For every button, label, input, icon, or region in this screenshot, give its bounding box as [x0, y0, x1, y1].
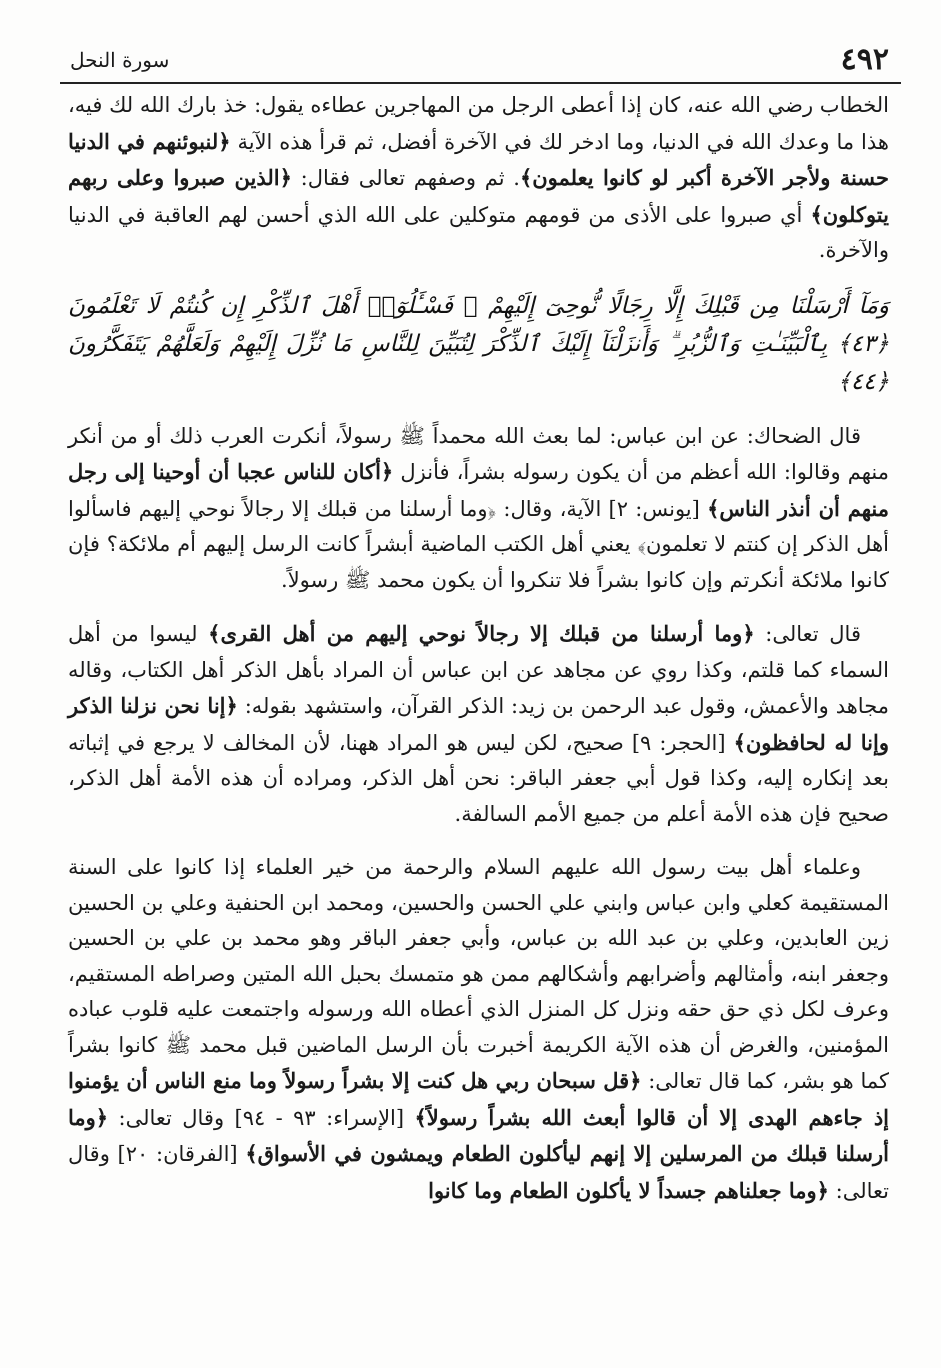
page-number: ٤٩٢ — [840, 42, 889, 77]
text-run: أي صبروا على الأذى من قومهم متوكلين على الله الذي أحسن لهم العاقبة في الدنيا والآخرة. — [68, 202, 889, 262]
text-run: [يونس: ٢] الآية، وقال: ﴿وما أرسلنا من قبلك إلا رجالاً نوحي إليهم فاسألوا أهل الذكر إن كنتم لا تعلمون﴾ يعني أهل الكتب الماضية أبشراً كانت الرسل إليهم أم ملائكة؟ فإن كانوا ملائكة أنكرتم وإن كانوا بشراً فلا تنكروا أن يكون محمد ﷺ رسولاً. — [68, 496, 889, 592]
paragraph — [68, 88, 889, 269]
text-run: [الإسراء: ٩٣ - ٩٤] وقال تعالى: — [108, 1105, 415, 1130]
paragraph — [68, 419, 889, 599]
quran-quote: ﴿أكان للناس عجبا أن أوحينا إلى رجل منهم أن أنذر الناس﴾ — [68, 459, 890, 521]
quran-quote: ﴿قل سبحان ربي هل كنت إلا بشراً رسولاً وما منع الناس أن يؤمنوا إذ جاءهم الهدى إلا أن قالوا أبعث الله بشراً رسولاً﴾ — [68, 1068, 890, 1130]
paragraph — [68, 616, 889, 832]
text-run: [الفرقان: ٢٠] وقال تعالى: — [68, 1142, 889, 1203]
quran-quote: ﴿وما أرسلنا من قبلك إلا رجالاً نوحي إليهم من أهل القرى﴾ — [208, 621, 755, 646]
text-run: ليسوا من أهل السماء كما قلتم، وكذا روي عن مجاهد عن ابن عباس أن المراد بأهل الذكر أهل الكتاب، وقاله مجاهد والأعمش، وقول عبد الرحمن بن زيد: الذكر القرآن، واستشهد بقوله: — [68, 622, 889, 718]
quran-verse — [68, 287, 889, 401]
verse-text: وَمَآ أَرْسَلْنَا مِن قَبْلِكَ إِلَّا رِجَالًا نُّوحِىٓ إِلَيْهِمْ ۚ فَسْـَٔلُوٓا۟ أَهْلَ ٱلذِّكْرِ إِن كُنتُمْ لَا تَعْلَمُونَ ﴿٤٣﴾ بِٱلْبَيِّنَـٰتِ وَٱلزُّبُرِ ۗ وَأَنزَلْنَآ إِلَيْكَ ٱلذِّكْرَ لِتُبَيِّنَ لِلنَّاسِ مَا نُزِّلَ إِلَيْهِمْ وَلَعَلَّهُمْ يَتَفَكَّرُونَ ﴿٤٤﴾ — [68, 292, 889, 395]
text-run: وعلماء أهل بيت رسول الله عليهم السلام والرحمة من خير العلماء إذا كانوا على السنة المستقيمة كعلي وابن عباس وابني علي الحسن والحسين، ومحمد ابن الحنفية وعلي بن الحسين زين العابدين، وعلي بن عبد الله بن عباس، وأبي جعفر الباقر وهو محمد بن علي بن الحسين وجعفر ابنه، وأمثالهم وأضرابهم وأشكالهم ممن هو متمسك بحبل الله المتين وصراطه المستقيم، وعرف لكل ذي حق حقه ونزل كل المنزل الذي أعطاه الله ورسوله واجتمعت عليه قلوب عباده المؤمنين، والغرض أن هذه الآية الكريمة أخبرت بأن الرسل الماضين قبل محمد ﷺ كانوا بشراً كما هو بشر، كما قال تعالى: — [68, 855, 889, 1093]
quran-quote: ﴿الذين صبروا وعلى ربهم يتوكلون﴾ — [68, 165, 889, 227]
quran-quote: ﴿إنا نحن نزلنا الذكر وإنا له لحافظون﴾ — [68, 693, 889, 755]
quran-quote: ﴿وما جعلناهم جسداً لا يأكلون الطعام وما كانوا — [428, 1177, 829, 1203]
paragraph — [68, 850, 889, 1209]
quran-quote: ﴿لنبوئنهم في الدنيا حسنة ولأجر الآخرة أكبر لو كانوا يعلمون﴾ — [68, 128, 890, 190]
text-run: قال تعالى: — [754, 622, 861, 646]
quran-quote: ﴿وما أرسلنا قبلك من المرسلين إلا إنهم ليأكلون الطعام ويمشون في الأسواق﴾ — [68, 1104, 889, 1166]
text-run: الخطاب رضي الله عنه، كان إذا أعطى الرجل من المهاجرين عطاءه يقول: خذ بارك الله لك فيه، هذا ما وعدك الله في الدنيا، وما ادخر لك في الآخرة أفضل، ثم قرأ هذه الآية — [68, 93, 889, 154]
page-body — [68, 88, 889, 1227]
surah-title: سورة النحل — [70, 48, 170, 72]
text-run: قال الضحاك: عن ابن عباس: لما بعث الله محمداً ﷺ رسولاً، أنكرت العرب ذلك أو من أنكر منهم وقالوا: الله أعظم من أن يكون رسوله بشراً، فأنزل — [68, 423, 890, 484]
text-run: . ثم وصفهم تعالى فقال: — [291, 166, 520, 190]
text-run: [الحجر: ٩] صحيح، لكن ليس هو المراد ههنا، لأن المخالف لا يرجع في إثباته بعد إنكاره إليه، وكذا قول أبي جعفر الباقر: نحن أهل الذكر، ومراده أن هذه الأمة أهل الذكر، صحيح فإن هذه الأمة أعلم من جميع الأمم السالفة. — [68, 730, 889, 826]
page-header — [60, 40, 901, 84]
